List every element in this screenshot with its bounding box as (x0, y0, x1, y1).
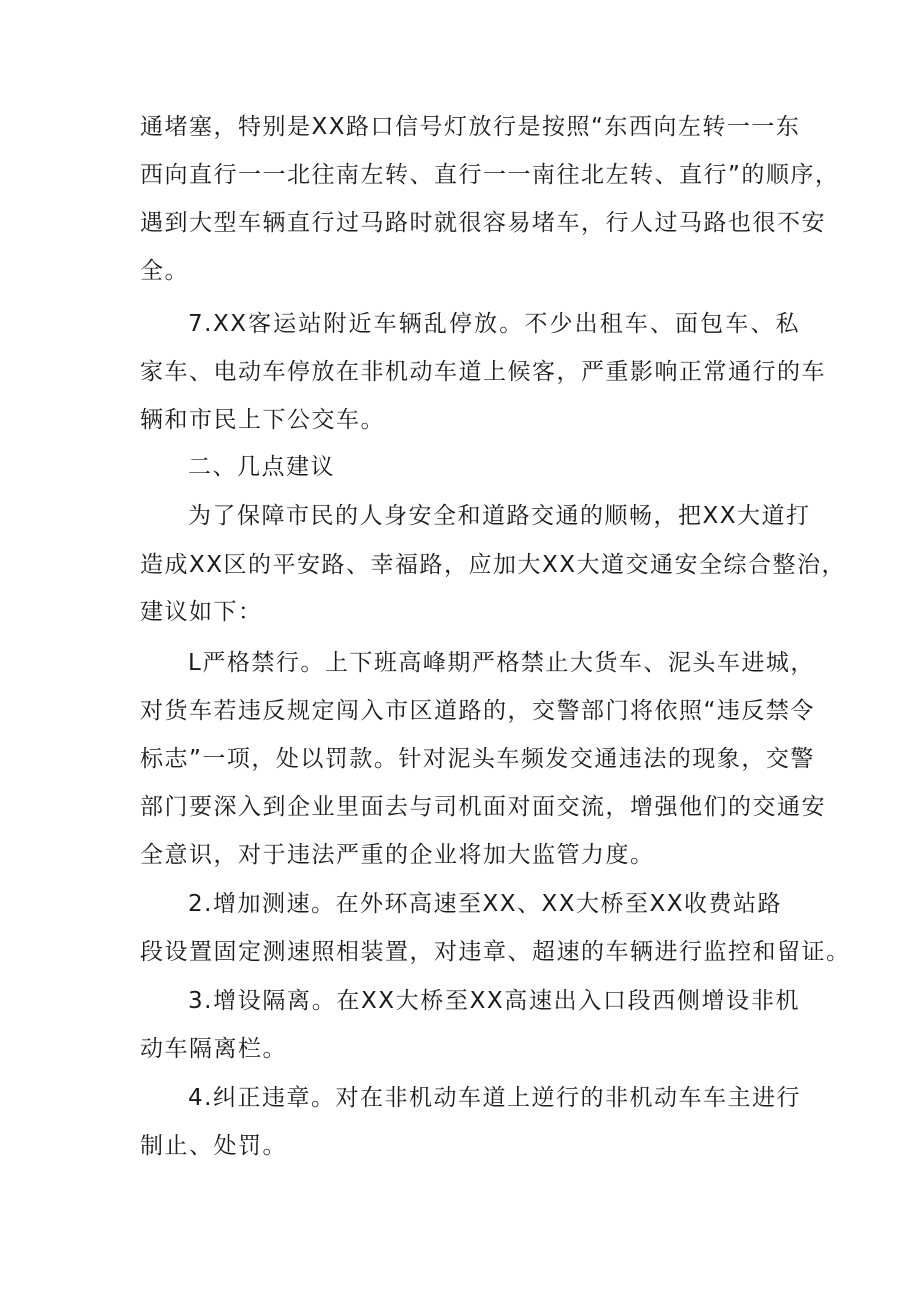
text-line: 辆和市民上下公交车。 (140, 407, 385, 433)
text-line: L严格禁行。上下班高峰期严格禁止大货车、泥头车进城， (188, 650, 815, 676)
text-line: 全。 (140, 258, 189, 284)
text-line: 西向直行一一北往南左转、直行一一南往北左转、直行”的顺序， (140, 162, 840, 188)
text-line: 为了保障市民的人身安全和道路交通的顺畅，把XX大道打 (188, 503, 811, 529)
text-line: 制止、处罚。 (140, 1133, 287, 1159)
text-line: 对货车若违反规定闯入市区道路的，交警部门将依照“违反禁令 (140, 698, 815, 724)
text-line: 4.纠正违章。对在非机动车道上逆行的非机动车车主进行 (188, 1085, 801, 1111)
text-line: 标志”一项，处以罚款。针对泥头车频发交通违法的现象，交警 (140, 746, 815, 772)
text-line: 2.增加测速。在外环高速至XX、XX大桥至XX收费站路 (188, 891, 782, 917)
section-heading: 二、几点建议 (188, 454, 335, 480)
text-line: 3.增设隔离。在XX大桥至XX高速出入口段西侧增设非机 (188, 988, 800, 1014)
text-line: 家车、电动车停放在非机动车道上候客，严重影响正常通行的车 (140, 359, 826, 385)
text-line: 造成XX区的平安路、幸福路，应加大XX大道交通安全综合整治， (140, 552, 847, 578)
text-line: 全意识，对于违法严重的企业将加大监管力度。 (140, 842, 655, 868)
text-line: 通堵塞，特别是XX路口信号灯放行是按照“东西向左转一一东 (140, 114, 801, 140)
text-line: 建议如下： (140, 599, 263, 625)
text-line: 遇到大型车辆直行过马路时就很容易堵车，行人过马路也很不安 (140, 210, 826, 236)
text-line: 部门要深入到企业里面去与司机面对面交流，增强他们的交通安 (140, 794, 826, 820)
text-line: 动车隔离栏。 (140, 1036, 287, 1062)
text-line: 段设置固定测速照相装置，对违章、超速的车辆进行监控和留证。 (140, 939, 851, 965)
text-line: 7.XX客运站附近车辆乱停放。不少出租车、面包车、私 (188, 311, 800, 337)
